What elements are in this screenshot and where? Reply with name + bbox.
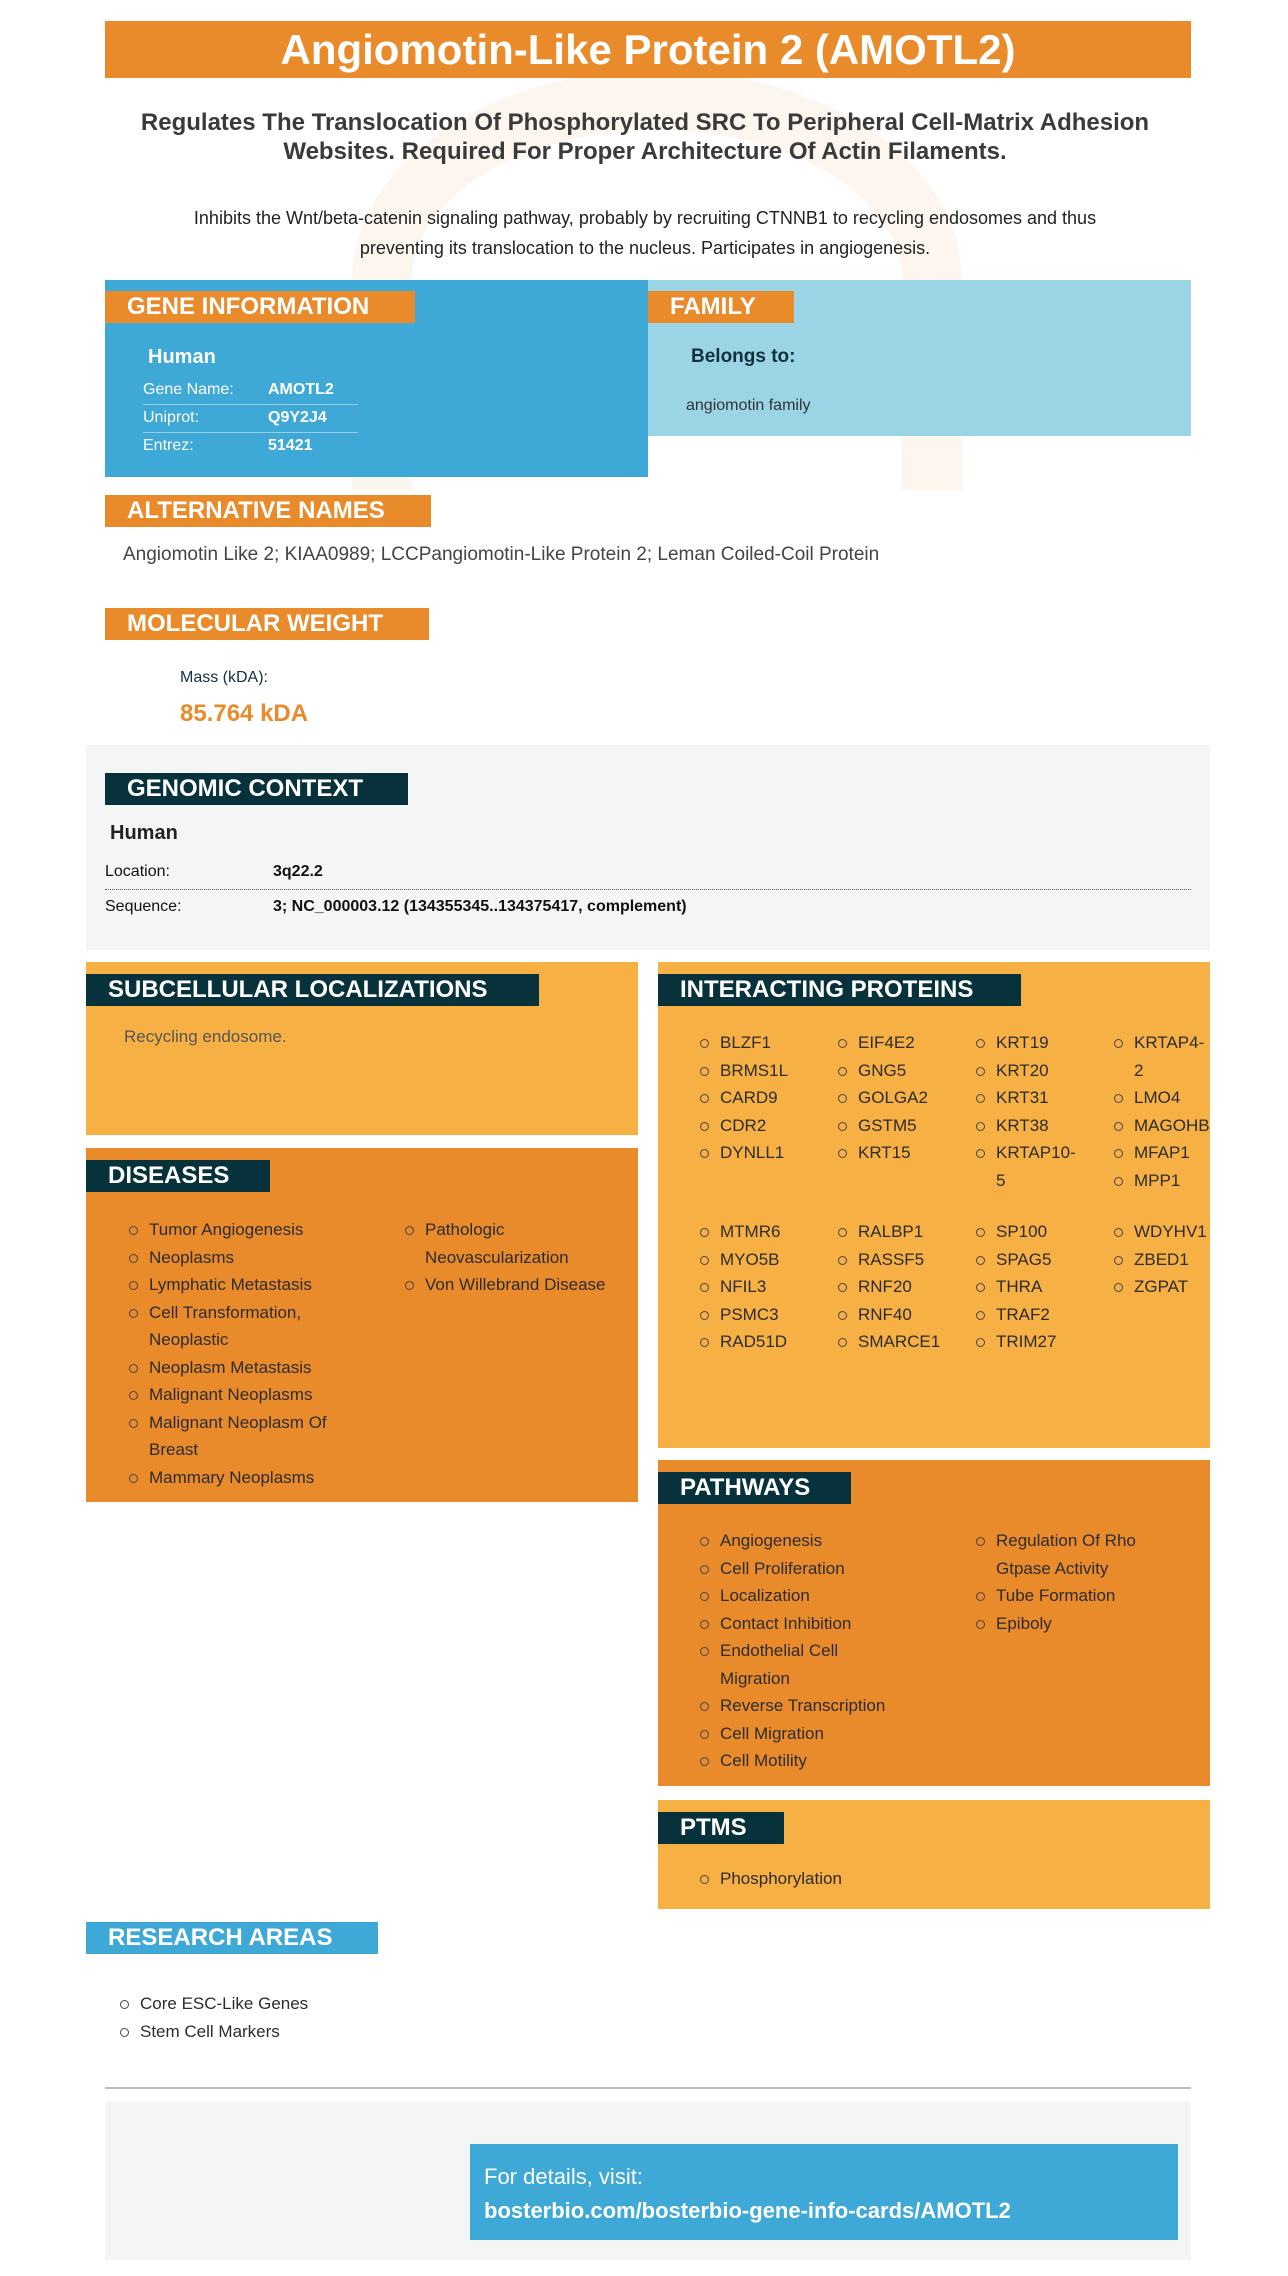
pathways-panel (658, 1460, 1210, 1786)
subcellular-heading: SUBCELLULAR LOCALIZATIONS (86, 974, 539, 1006)
entrez-value: 51421 (268, 437, 313, 454)
entrez-row (143, 432, 358, 460)
pathways-list-col2 (976, 1527, 1176, 1637)
list-item: Reverse Transcription (700, 1692, 900, 1720)
location-label: Location: (105, 863, 170, 880)
list-item: ZBED1 (1114, 1246, 1210, 1274)
list-item: KRT31 (976, 1084, 1086, 1112)
list-item: LMO4 (1114, 1084, 1210, 1112)
list-item: Endothelial Cell Migration (700, 1637, 900, 1692)
list-item: KRTAP4-2 (1114, 1029, 1196, 1084)
page-title: Angiomotin-Like Protein 2 (AMOTL2) (105, 21, 1191, 78)
list-item: MPP1 (1114, 1167, 1210, 1195)
list-item: Core ESC-Like Genes (120, 1990, 420, 2018)
list-item: KRTAP10-5 (976, 1139, 1076, 1194)
list-item: EIF4E2 (838, 1029, 958, 1057)
protein-list (700, 1218, 820, 1356)
details-link[interactable] (470, 2144, 1178, 2240)
list-item: Epiboly (976, 1610, 1176, 1638)
list-item: Angiogenesis (700, 1527, 900, 1555)
ptms-list (700, 1865, 900, 1893)
list-item: Cell Motility (700, 1747, 900, 1775)
list-item: RNF20 (838, 1273, 958, 1301)
protein-list (700, 1029, 820, 1167)
list-item: MFAP1 (1114, 1139, 1210, 1167)
protein-list (838, 1218, 958, 1356)
sequence-row (105, 898, 687, 916)
list-item: KRT38 (976, 1112, 1086, 1140)
list-item: GOLGA2 (838, 1084, 958, 1112)
gene-name-row (143, 376, 358, 404)
protein-list (976, 1029, 1086, 1194)
list-item: Cell Proliferation (700, 1555, 900, 1583)
details-url[interactable]: bosterbio.com/bosterbio-gene-info-cards/AMOTL2 (484, 2198, 1011, 2223)
list-item: Tube Formation (976, 1582, 1176, 1610)
list-item: Von Willebrand Disease (405, 1271, 620, 1299)
mass-label: Mass (kDA): (180, 669, 268, 686)
gene-name-label: Gene Name: (143, 381, 234, 398)
species-label: Human (110, 822, 178, 844)
diseases-list-col2 (405, 1216, 620, 1299)
list-item: Stem Cell Markers (120, 2018, 420, 2046)
list-item: TRIM27 (976, 1328, 1086, 1356)
alternative-names-heading: ALTERNATIVE NAMES (105, 495, 431, 527)
list-item: Phosphorylation (700, 1865, 900, 1893)
list-item: RASSF5 (838, 1246, 958, 1274)
list-item: BLZF1 (700, 1029, 820, 1057)
list-item: Localization (700, 1582, 900, 1610)
list-item: Cell Transformation, Neoplastic (129, 1299, 369, 1354)
interacting-proteins-panel (658, 962, 1210, 1448)
diseases-list-col1 (129, 1216, 369, 1491)
list-item: THRA (976, 1273, 1086, 1301)
list-item: CARD9 (700, 1084, 820, 1112)
list-item: Cell Migration (700, 1720, 900, 1748)
entrez-label: Entrez: (143, 437, 194, 454)
protein-list (838, 1029, 958, 1167)
protein-list (1114, 1029, 1210, 1194)
subcellular-text: Recycling endosome. (124, 1027, 287, 1046)
list-item: DYNLL1 (700, 1139, 820, 1167)
list-item: CDR2 (700, 1112, 820, 1140)
interacting-proteins-heading: INTERACTING PROTEINS (658, 974, 1021, 1006)
list-item: RNF40 (838, 1301, 958, 1329)
list-item: Mammary Neoplasms (129, 1464, 369, 1492)
list-item: Tumor Angiogenesis (129, 1216, 369, 1244)
list-item: Neoplasms (129, 1244, 369, 1272)
list-item: MTMR6 (700, 1218, 820, 1246)
ptms-heading: PTMS (658, 1812, 784, 1844)
list-item: Pathologic Neovascularization (405, 1216, 620, 1271)
list-item: SPAG5 (976, 1246, 1086, 1274)
uniprot-value: Q9Y2J4 (268, 409, 327, 426)
research-areas-list (120, 1990, 420, 2045)
sequence-value: 3; NC_000003.12 (134355345..134375417, complement) (273, 898, 687, 915)
protein-list (976, 1218, 1086, 1356)
family-heading: FAMILY (648, 291, 794, 323)
list-item: TRAF2 (976, 1301, 1086, 1329)
uniprot-label: Uniprot: (143, 409, 200, 426)
list-item: MYO5B (700, 1246, 820, 1274)
list-item: RAD51D (700, 1328, 820, 1356)
list-item: Contact Inhibition (700, 1610, 900, 1638)
diseases-panel (86, 1148, 638, 1502)
location-row (105, 863, 323, 881)
function-description: Inhibits the Wnt/beta-catenin signaling pathway, probably by recruiting CTNNB1 to recycling endosomes and thus preventing its translocation to the nucleus. Participates in angiogenesis. (193, 208, 1097, 258)
genomic-context-heading: GENOMIC CONTEXT (105, 773, 408, 805)
list-item: MAGOHB (1114, 1112, 1210, 1140)
list-item: Lymphatic Metastasis (129, 1271, 369, 1299)
list-item: Regulation Of Rho Gtpase Activity (976, 1527, 1176, 1582)
list-item: ZGPAT (1114, 1273, 1210, 1301)
alternative-names-text: Angiomotin Like 2; KIAA0989; LCCPangiomotin-Like Protein 2; Leman Coiled-Coil Protein (123, 544, 880, 565)
pathways-list-col1 (700, 1527, 900, 1775)
list-item: GNG5 (838, 1057, 958, 1085)
research-areas-heading: RESEARCH AREAS (86, 1922, 378, 1954)
gene-name-value: AMOTL2 (268, 381, 334, 398)
details-label: For details, visit: (484, 2164, 643, 2189)
belongs-to-label: Belongs to: (691, 346, 796, 367)
species-label: Human (148, 346, 216, 368)
list-item: KRT15 (838, 1139, 958, 1167)
list-item: SP100 (976, 1218, 1086, 1246)
pathways-heading: PATHWAYS (658, 1472, 851, 1504)
molecular-weight-heading: MOLECULAR WEIGHT (105, 608, 429, 640)
location-value: 3q22.2 (273, 863, 323, 880)
list-item: Malignant Neoplasm Of Breast (129, 1409, 369, 1464)
list-item: WDYHV1 (1114, 1218, 1210, 1246)
sequence-label: Sequence: (105, 898, 182, 915)
list-item: Neoplasm Metastasis (129, 1354, 369, 1382)
divider (105, 2087, 1191, 2089)
list-item: Malignant Neoplasms (129, 1381, 369, 1409)
divider (105, 889, 1191, 890)
page-subtitle: Regulates The Translocation Of Phosphorylated SRC To Peripheral Cell-Matrix Adhesion Websites. Required For Proper Architecture Of Actin Filaments. (140, 109, 1150, 165)
diseases-heading: DISEASES (86, 1160, 270, 1192)
list-item: KRT20 (976, 1057, 1086, 1085)
protein-list (1114, 1218, 1210, 1301)
list-item: RALBP1 (838, 1218, 958, 1246)
gene-information-heading: GENE INFORMATION (105, 291, 415, 323)
list-item: BRMS1L (700, 1057, 820, 1085)
mass-value: 85.764 kDA (180, 700, 309, 727)
family-value: angiomotin family (686, 397, 811, 414)
uniprot-row (143, 404, 358, 432)
list-item: SMARCE1 (838, 1328, 958, 1356)
list-item: GSTM5 (838, 1112, 958, 1140)
list-item: PSMC3 (700, 1301, 820, 1329)
list-item: NFIL3 (700, 1273, 820, 1301)
list-item: KRT19 (976, 1029, 1086, 1057)
